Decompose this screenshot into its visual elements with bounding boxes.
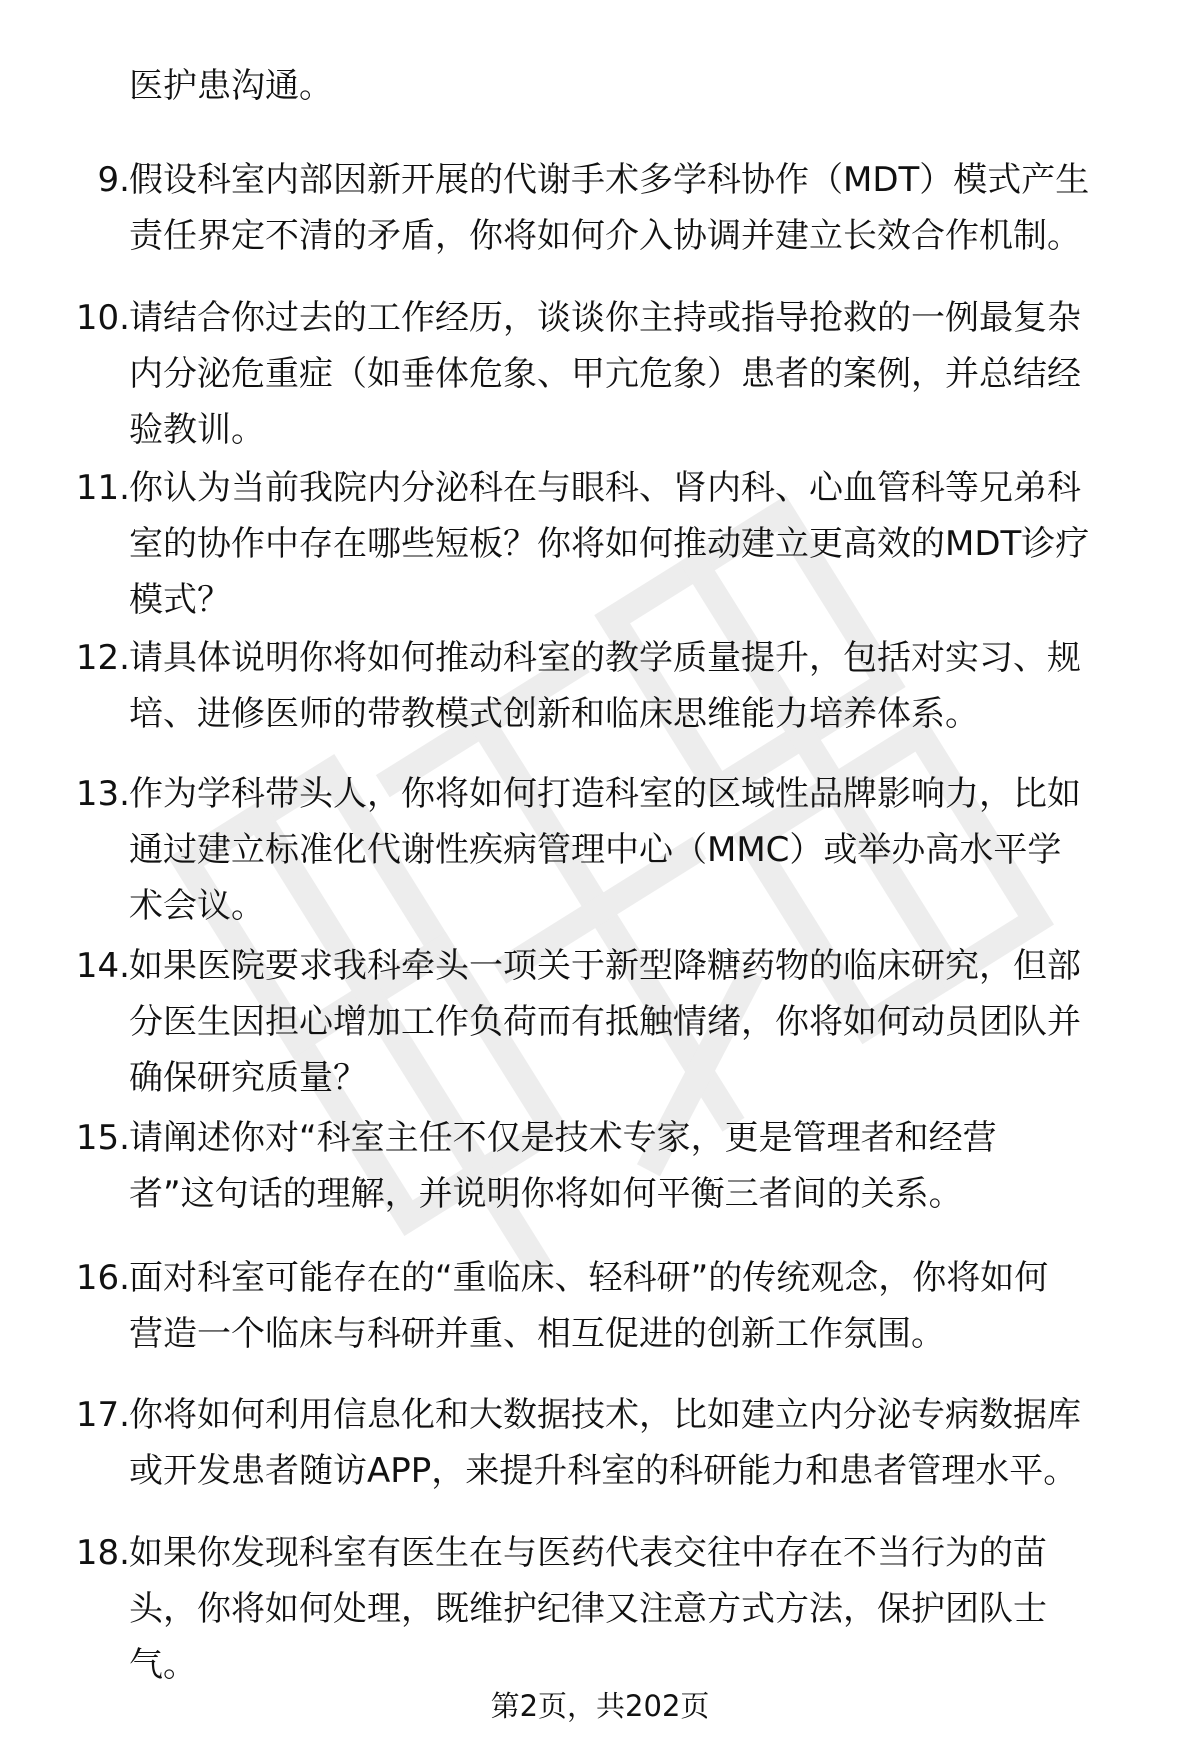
question-text-line: 作为学科带头人，你将如何打造科室的区域性品牌影响力，比如 xyxy=(129,774,1081,814)
question-number: 11. xyxy=(75,468,130,508)
question-number: 13. xyxy=(75,774,130,814)
question-text-line: 验教训。 xyxy=(129,410,265,450)
question-text-line: 培、进修医师的带教模式创新和临床思维能力培养体系。 xyxy=(129,694,979,734)
question-text-line: 内分泌危重症（如垂体危象、甲亢危象）患者的案例，并总结经 xyxy=(129,354,1081,394)
question-number: 15. xyxy=(75,1118,130,1158)
question-number: 12. xyxy=(75,638,130,678)
question-number: 10. xyxy=(75,298,130,338)
question-text-line: 者”这句话的理解，并说明你将如何平衡三者间的关系。 xyxy=(129,1174,963,1214)
question-text-line: 责任界定不清的矛盾，你将如何介入协调并建立长效合作机制。 xyxy=(129,216,1081,256)
question-number: 18. xyxy=(75,1533,130,1573)
question-text-line: 假设科室内部因新开展的代谢手术多学科协作（MDT）模式产生 xyxy=(129,160,1090,200)
question-number: 16. xyxy=(75,1258,130,1298)
question-text-line: 室的协作中存在哪些短板？你将如何推动建立更高效的MDT诊疗 xyxy=(129,524,1090,564)
question-text-line: 头，你将如何处理，既维护纪律又注意方式方法，保护团队士 xyxy=(129,1589,1047,1629)
question-text-line: 请结合你过去的工作经历，谈谈你主持或指导抢救的一例最复杂 xyxy=(129,298,1081,338)
question-text-line: 请具体说明你将如何推动科室的教学质量提升，包括对实习、规 xyxy=(129,638,1081,678)
page-footer: 第2页，共202页 xyxy=(490,1689,710,1723)
question-text-line: 术会议。 xyxy=(129,886,265,926)
question-number: 17. xyxy=(75,1395,130,1435)
question-text-line: 通过建立标准化代谢性疾病管理中心（MMC）或举办高水平学 xyxy=(129,830,1062,870)
question-text-line: 气。 xyxy=(129,1645,197,1685)
question-text-line: 如果医院要求我科牵头一项关于新型降糖药物的临床研究，但部 xyxy=(129,946,1081,986)
question-number: 14. xyxy=(75,946,130,986)
question-text-line: 面对科室可能存在的“重临床、轻科研”的传统观念，你将如何 xyxy=(129,1258,1049,1298)
question-text-line: 你将如何利用信息化和大数据技术，比如建立内分泌专病数据库 xyxy=(129,1395,1081,1435)
question-text-line: 确保研究质量？ xyxy=(129,1058,367,1098)
question-text-line: 或开发患者随访APP，来提升科室的科研能力和患者管理水平。 xyxy=(129,1451,1078,1491)
continued-text: 医护患沟通。 xyxy=(129,66,333,106)
question-text-line: 分医生因担心增加工作负荷而有抵触情绪，你将如何动员团队并 xyxy=(129,1002,1081,1042)
question-text-line: 模式？ xyxy=(129,580,231,620)
question-text-line: 你认为当前我院内分泌科在与眼科、肾内科、心血管科等兄弟科 xyxy=(129,468,1081,508)
question-text-line: 如果你发现科室有医生在与医药代表交往中存在不当行为的苗 xyxy=(129,1533,1047,1573)
question-number: 9. xyxy=(97,160,130,200)
question-text-line: 营造一个临床与科研并重、相互促进的创新工作氛围。 xyxy=(129,1314,945,1354)
question-text-line: 请阐述你对“科室主任不仅是技术专家，更是管理者和经营 xyxy=(129,1118,997,1158)
